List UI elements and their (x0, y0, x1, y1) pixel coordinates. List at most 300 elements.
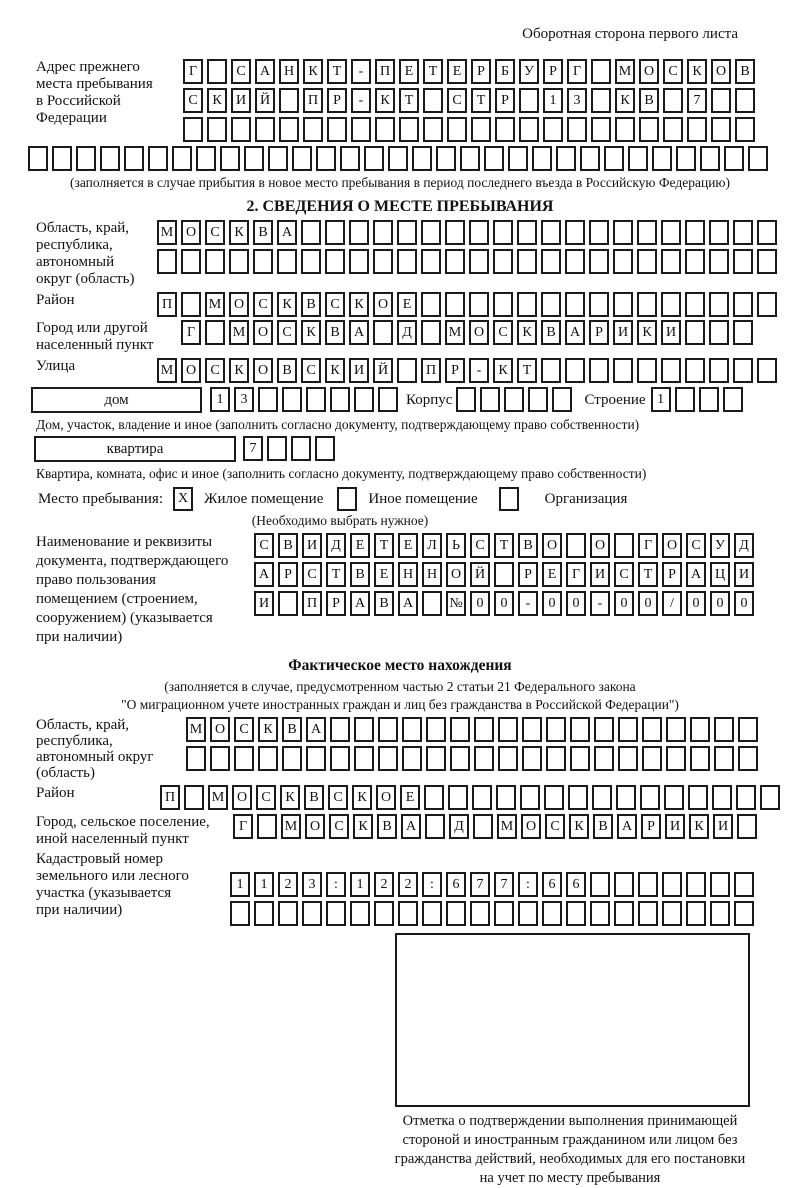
char-cell[interactable]: Т (471, 88, 491, 113)
char-cell[interactable]: О (521, 814, 541, 839)
char-cell[interactable]: : (518, 872, 538, 897)
char-cell[interactable]: 1 (254, 872, 274, 897)
char-cell[interactable]: 0 (638, 591, 658, 616)
char-cell[interactable] (445, 249, 465, 274)
char-cell[interactable]: М (157, 220, 177, 245)
char-cell[interactable]: О (542, 533, 562, 558)
char-cell[interactable] (268, 146, 288, 171)
char-cell[interactable] (757, 220, 777, 245)
char-cell[interactable]: 7 (470, 872, 490, 897)
char-cell[interactable] (690, 746, 710, 771)
char-cell[interactable] (181, 249, 201, 274)
char-cell[interactable]: С (493, 320, 513, 345)
char-cell[interactable] (354, 746, 374, 771)
char-cell[interactable]: 2 (398, 872, 418, 897)
char-cell[interactable] (628, 146, 648, 171)
char-cell[interactable] (566, 901, 586, 926)
char-cell[interactable] (685, 292, 705, 317)
char-cell[interactable] (278, 591, 298, 616)
char-cell[interactable] (421, 249, 441, 274)
char-cell[interactable]: К (229, 358, 249, 383)
char-cell[interactable]: Б (495, 59, 515, 84)
char-cell[interactable] (639, 117, 659, 142)
char-cell[interactable] (504, 387, 524, 412)
char-cell[interactable] (469, 220, 489, 245)
char-cell[interactable] (614, 533, 634, 558)
char-cell[interactable]: В (639, 88, 659, 113)
char-cell[interactable] (613, 220, 633, 245)
char-cell[interactable]: - (518, 591, 538, 616)
char-cell[interactable] (205, 320, 225, 345)
char-cell[interactable]: К (615, 88, 635, 113)
char-cell[interactable] (714, 746, 734, 771)
char-cell[interactable] (330, 717, 350, 742)
char-cell[interactable] (685, 249, 705, 274)
char-cell[interactable] (422, 901, 442, 926)
char-cell[interactable]: А (686, 562, 706, 587)
char-cell[interactable]: 0 (494, 591, 514, 616)
char-cell[interactable] (446, 901, 466, 926)
char-cell[interactable]: К (375, 88, 395, 113)
char-cell[interactable]: Н (279, 59, 299, 84)
char-cell[interactable]: П (375, 59, 395, 84)
char-cell[interactable]: Р (641, 814, 661, 839)
char-cell[interactable] (257, 814, 277, 839)
char-cell[interactable] (711, 88, 731, 113)
char-cell[interactable]: В (518, 533, 538, 558)
char-cell[interactable]: Й (373, 358, 393, 383)
char-cell[interactable] (373, 220, 393, 245)
char-cell[interactable] (522, 746, 542, 771)
char-cell[interactable]: - (469, 358, 489, 383)
char-cell[interactable]: Р (543, 59, 563, 84)
char-cell[interactable] (710, 872, 730, 897)
char-cell[interactable]: М (229, 320, 249, 345)
char-cell[interactable]: 0 (614, 591, 634, 616)
char-cell[interactable]: Т (374, 533, 394, 558)
char-cell[interactable]: О (232, 785, 252, 810)
char-cell[interactable] (306, 746, 326, 771)
char-cell[interactable]: Т (399, 88, 419, 113)
char-cell[interactable] (594, 717, 614, 742)
char-cell[interactable] (640, 785, 660, 810)
char-cell[interactable]: 3 (302, 872, 322, 897)
char-cell[interactable]: А (254, 562, 274, 587)
char-cell[interactable] (517, 220, 537, 245)
char-cell[interactable]: М (615, 59, 635, 84)
char-cell[interactable] (421, 292, 441, 317)
char-cell[interactable] (614, 872, 634, 897)
char-cell[interactable] (210, 746, 230, 771)
char-cell[interactable] (734, 872, 754, 897)
char-cell[interactable] (474, 746, 494, 771)
char-cell[interactable] (292, 146, 312, 171)
char-cell[interactable] (469, 249, 489, 274)
char-cell[interactable] (709, 292, 729, 317)
char-cell[interactable] (637, 220, 657, 245)
house-type-box[interactable]: дом (31, 387, 202, 413)
char-cell[interactable] (277, 249, 297, 274)
char-cell[interactable]: 7 (494, 872, 514, 897)
char-cell[interactable]: С (447, 88, 467, 113)
char-cell[interactable] (230, 901, 250, 926)
char-cell[interactable]: Т (638, 562, 658, 587)
char-cell[interactable] (591, 59, 611, 84)
char-cell[interactable] (517, 249, 537, 274)
char-cell[interactable] (709, 220, 729, 245)
char-cell[interactable] (373, 249, 393, 274)
char-cell[interactable]: В (541, 320, 561, 345)
char-cell[interactable]: 0 (734, 591, 754, 616)
char-cell[interactable] (258, 746, 278, 771)
char-cell[interactable]: С (253, 292, 273, 317)
char-cell[interactable] (690, 717, 710, 742)
char-cell[interactable] (28, 146, 48, 171)
char-cell[interactable] (493, 249, 513, 274)
char-cell[interactable] (517, 292, 537, 317)
char-cell[interactable]: : (326, 872, 346, 897)
char-cell[interactable]: О (229, 292, 249, 317)
char-cell[interactable] (709, 358, 729, 383)
char-cell[interactable] (447, 117, 467, 142)
char-cell[interactable]: О (305, 814, 325, 839)
char-cell[interactable]: 6 (446, 872, 466, 897)
char-cell[interactable] (570, 717, 590, 742)
char-cell[interactable]: Г (183, 59, 203, 84)
residential-checkbox[interactable]: X (173, 487, 193, 511)
char-cell[interactable] (172, 146, 192, 171)
char-cell[interactable] (181, 292, 201, 317)
char-cell[interactable]: 0 (710, 591, 730, 616)
char-cell[interactable]: - (351, 59, 371, 84)
char-cell[interactable]: С (328, 785, 348, 810)
char-cell[interactable] (676, 146, 696, 171)
char-cell[interactable]: Р (662, 562, 682, 587)
char-cell[interactable]: О (376, 785, 396, 810)
char-cell[interactable]: А (398, 591, 418, 616)
char-cell[interactable] (460, 146, 480, 171)
char-cell[interactable] (733, 220, 753, 245)
char-cell[interactable] (616, 785, 636, 810)
char-cell[interactable]: В (593, 814, 613, 839)
char-cell[interactable] (591, 88, 611, 113)
char-cell[interactable]: Е (447, 59, 467, 84)
char-cell[interactable] (590, 901, 610, 926)
char-cell[interactable] (661, 249, 681, 274)
char-cell[interactable] (613, 358, 633, 383)
char-cell[interactable]: С (663, 59, 683, 84)
char-cell[interactable] (543, 117, 563, 142)
char-cell[interactable] (301, 220, 321, 245)
char-cell[interactable] (542, 901, 562, 926)
char-cell[interactable] (589, 358, 609, 383)
char-cell[interactable]: У (519, 59, 539, 84)
char-cell[interactable]: К (569, 814, 589, 839)
char-cell[interactable]: Д (449, 814, 469, 839)
char-cell[interactable]: 1 (210, 387, 230, 412)
char-cell[interactable]: К (280, 785, 300, 810)
char-cell[interactable]: У (710, 533, 730, 558)
char-cell[interactable] (255, 117, 275, 142)
char-cell[interactable]: 1 (350, 872, 370, 897)
char-cell[interactable] (541, 292, 561, 317)
char-cell[interactable] (589, 220, 609, 245)
char-cell[interactable]: Д (397, 320, 417, 345)
char-cell[interactable]: С (183, 88, 203, 113)
char-cell[interactable]: К (352, 785, 372, 810)
char-cell[interactable]: 1 (543, 88, 563, 113)
char-cell[interactable] (301, 249, 321, 274)
char-cell[interactable]: С (254, 533, 274, 558)
char-cell[interactable] (445, 292, 465, 317)
char-cell[interactable]: И (590, 562, 610, 587)
char-cell[interactable]: С (470, 533, 490, 558)
char-cell[interactable] (423, 117, 443, 142)
char-cell[interactable]: Т (517, 358, 537, 383)
char-cell[interactable]: 7 (243, 436, 263, 461)
char-cell[interactable] (735, 88, 755, 113)
char-cell[interactable]: 1 (651, 387, 671, 412)
char-cell[interactable]: М (186, 717, 206, 742)
other-premises-checkbox[interactable] (337, 487, 357, 511)
char-cell[interactable]: К (353, 814, 373, 839)
char-cell[interactable]: В (282, 717, 302, 742)
char-cell[interactable] (450, 717, 470, 742)
char-cell[interactable] (736, 785, 756, 810)
char-cell[interactable]: С (256, 785, 276, 810)
char-cell[interactable]: 0 (686, 591, 706, 616)
char-cell[interactable]: А (306, 717, 326, 742)
char-cell[interactable] (426, 717, 446, 742)
char-cell[interactable] (663, 117, 683, 142)
char-cell[interactable] (306, 387, 326, 412)
char-cell[interactable]: М (497, 814, 517, 839)
char-cell[interactable] (183, 117, 203, 142)
char-cell[interactable] (412, 146, 432, 171)
char-cell[interactable] (618, 717, 638, 742)
char-cell[interactable]: Е (400, 785, 420, 810)
char-cell[interactable] (157, 249, 177, 274)
char-cell[interactable]: В (374, 591, 394, 616)
char-cell[interactable] (662, 872, 682, 897)
char-cell[interactable] (498, 746, 518, 771)
char-cell[interactable] (397, 358, 417, 383)
char-cell[interactable] (666, 746, 686, 771)
char-cell[interactable]: К (517, 320, 537, 345)
char-cell[interactable] (364, 146, 384, 171)
char-cell[interactable]: Ц (710, 562, 730, 587)
char-cell[interactable] (244, 146, 264, 171)
char-cell[interactable]: Р (278, 562, 298, 587)
char-cell[interactable] (733, 292, 753, 317)
char-cell[interactable] (469, 292, 489, 317)
char-cell[interactable] (374, 901, 394, 926)
char-cell[interactable] (186, 746, 206, 771)
char-cell[interactable]: 6 (542, 872, 562, 897)
char-cell[interactable]: Н (422, 562, 442, 587)
char-cell[interactable] (484, 146, 504, 171)
char-cell[interactable] (591, 117, 611, 142)
char-cell[interactable]: Т (327, 59, 347, 84)
char-cell[interactable] (378, 717, 398, 742)
char-cell[interactable] (661, 220, 681, 245)
char-cell[interactable]: Г (638, 533, 658, 558)
char-cell[interactable] (709, 249, 729, 274)
char-cell[interactable]: А (349, 320, 369, 345)
char-cell[interactable] (148, 146, 168, 171)
char-cell[interactable] (494, 901, 514, 926)
char-cell[interactable]: И (231, 88, 251, 113)
char-cell[interactable]: / (662, 591, 682, 616)
char-cell[interactable] (402, 717, 422, 742)
char-cell[interactable] (316, 146, 336, 171)
char-cell[interactable] (325, 220, 345, 245)
char-cell[interactable]: П (157, 292, 177, 317)
char-cell[interactable] (520, 785, 540, 810)
char-cell[interactable]: - (590, 591, 610, 616)
char-cell[interactable] (615, 117, 635, 142)
char-cell[interactable]: О (181, 358, 201, 383)
char-cell[interactable] (723, 387, 743, 412)
char-cell[interactable] (663, 88, 683, 113)
char-cell[interactable]: П (421, 358, 441, 383)
char-cell[interactable]: П (303, 88, 323, 113)
char-cell[interactable]: Г (567, 59, 587, 84)
char-cell[interactable] (493, 220, 513, 245)
char-cell[interactable] (590, 872, 610, 897)
char-cell[interactable] (544, 785, 564, 810)
char-cell[interactable]: В (277, 358, 297, 383)
char-cell[interactable]: Р (327, 88, 347, 113)
char-cell[interactable]: С (205, 220, 225, 245)
char-cell[interactable] (685, 220, 705, 245)
char-cell[interactable] (565, 358, 585, 383)
char-cell[interactable]: О (210, 717, 230, 742)
char-cell[interactable]: О (181, 220, 201, 245)
char-cell[interactable] (652, 146, 672, 171)
char-cell[interactable] (757, 249, 777, 274)
char-cell[interactable] (546, 746, 566, 771)
char-cell[interactable] (675, 387, 695, 412)
char-cell[interactable]: К (303, 59, 323, 84)
char-cell[interactable]: 3 (234, 387, 254, 412)
char-cell[interactable] (737, 814, 757, 839)
char-cell[interactable] (565, 220, 585, 245)
char-cell[interactable]: М (157, 358, 177, 383)
char-cell[interactable] (279, 117, 299, 142)
char-cell[interactable] (518, 901, 538, 926)
char-cell[interactable] (327, 117, 347, 142)
char-cell[interactable] (397, 220, 417, 245)
char-cell[interactable] (541, 358, 561, 383)
char-cell[interactable] (613, 249, 633, 274)
char-cell[interactable] (456, 387, 476, 412)
char-cell[interactable]: В (735, 59, 755, 84)
char-cell[interactable]: И (665, 814, 685, 839)
char-cell[interactable] (566, 533, 586, 558)
char-cell[interactable] (604, 146, 624, 171)
char-cell[interactable] (556, 146, 576, 171)
char-cell[interactable]: В (377, 814, 397, 839)
char-cell[interactable]: О (253, 320, 273, 345)
char-cell[interactable]: П (160, 785, 180, 810)
char-cell[interactable]: Г (181, 320, 201, 345)
char-cell[interactable] (757, 292, 777, 317)
char-cell[interactable]: Е (374, 562, 394, 587)
char-cell[interactable]: М (281, 814, 301, 839)
char-cell[interactable]: Г (233, 814, 253, 839)
char-cell[interactable] (267, 436, 287, 461)
char-cell[interactable] (508, 146, 528, 171)
char-cell[interactable]: Р (589, 320, 609, 345)
char-cell[interactable] (124, 146, 144, 171)
char-cell[interactable]: 0 (470, 591, 490, 616)
char-cell[interactable] (196, 146, 216, 171)
char-cell[interactable] (714, 717, 734, 742)
char-cell[interactable] (686, 901, 706, 926)
char-cell[interactable]: Н (398, 562, 418, 587)
char-cell[interactable]: А (565, 320, 585, 345)
char-cell[interactable]: 0 (566, 591, 586, 616)
char-cell[interactable]: Ь (446, 533, 466, 558)
char-cell[interactable]: Й (255, 88, 275, 113)
char-cell[interactable]: К (207, 88, 227, 113)
char-cell[interactable]: 2 (278, 872, 298, 897)
char-cell[interactable] (205, 249, 225, 274)
char-cell[interactable]: Е (398, 533, 418, 558)
char-cell[interactable] (354, 387, 374, 412)
char-cell[interactable]: В (278, 533, 298, 558)
char-cell[interactable]: К (687, 59, 707, 84)
char-cell[interactable] (349, 249, 369, 274)
char-cell[interactable] (685, 358, 705, 383)
char-cell[interactable]: А (401, 814, 421, 839)
char-cell[interactable] (519, 117, 539, 142)
char-cell[interactable] (712, 785, 732, 810)
char-cell[interactable] (687, 117, 707, 142)
char-cell[interactable] (480, 387, 500, 412)
char-cell[interactable]: М (208, 785, 228, 810)
char-cell[interactable] (589, 292, 609, 317)
char-cell[interactable]: Р (326, 591, 346, 616)
char-cell[interactable] (528, 387, 548, 412)
char-cell[interactable]: Р (445, 358, 465, 383)
char-cell[interactable] (399, 117, 419, 142)
char-cell[interactable] (700, 146, 720, 171)
char-cell[interactable]: 3 (567, 88, 587, 113)
char-cell[interactable] (760, 785, 780, 810)
char-cell[interactable] (378, 746, 398, 771)
char-cell[interactable] (258, 387, 278, 412)
char-cell[interactable] (207, 59, 227, 84)
char-cell[interactable] (330, 387, 350, 412)
char-cell[interactable]: М (445, 320, 465, 345)
char-cell[interactable]: С (277, 320, 297, 345)
char-cell[interactable] (349, 220, 369, 245)
char-cell[interactable]: В (304, 785, 324, 810)
char-cell[interactable] (302, 901, 322, 926)
char-cell[interactable]: В (301, 292, 321, 317)
char-cell[interactable]: О (469, 320, 489, 345)
char-cell[interactable]: Д (326, 533, 346, 558)
char-cell[interactable] (522, 717, 542, 742)
char-cell[interactable]: Е (399, 59, 419, 84)
char-cell[interactable] (436, 146, 456, 171)
char-cell[interactable] (493, 292, 513, 317)
char-cell[interactable] (494, 562, 514, 587)
char-cell[interactable] (738, 746, 758, 771)
char-cell[interactable] (278, 901, 298, 926)
